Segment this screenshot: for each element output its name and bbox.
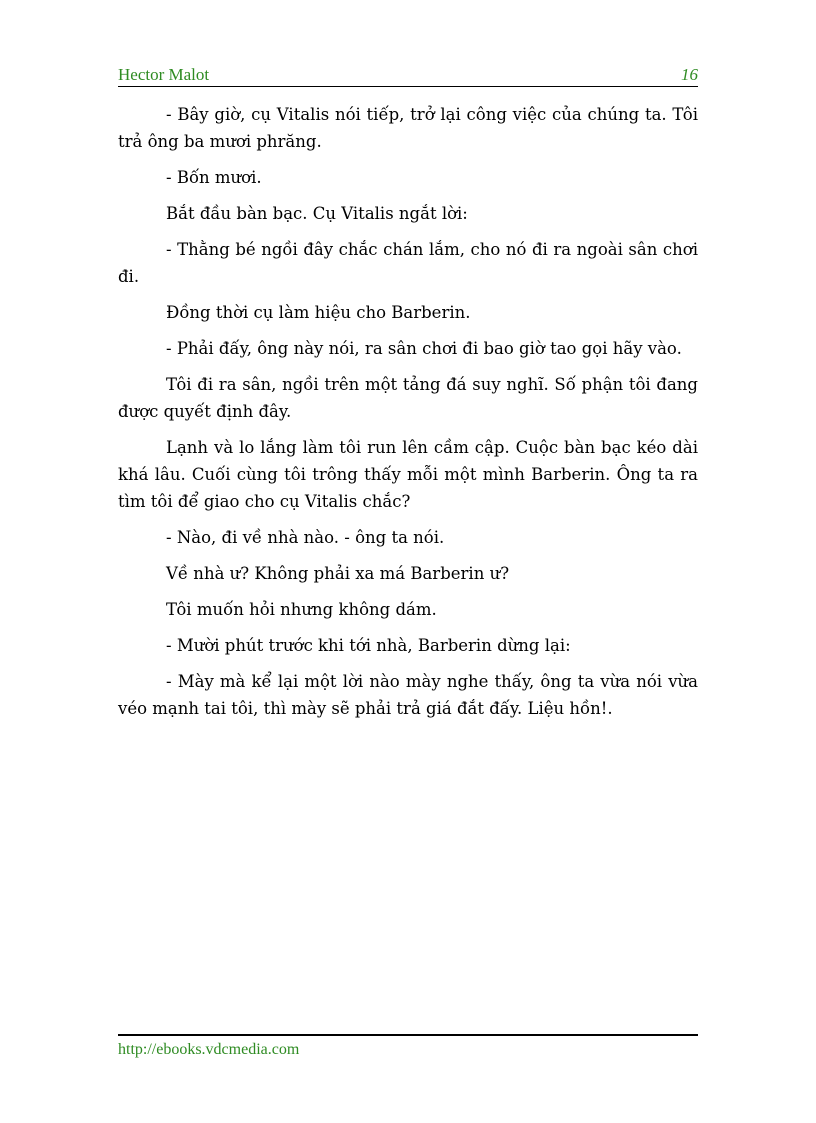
- footer-divider: [118, 1034, 698, 1036]
- paragraph: Về nhà ư? Không phải xa má Barberin ư?: [166, 564, 510, 583]
- book-author: Hector Malot: [118, 65, 210, 84]
- paragraph: - Thằng bé ngồi đây chắc chán lắm, cho nó đi ra ngoài sân chơi đi.: [118, 240, 698, 286]
- paragraph: Tôi đi ra sân, ngồi trên một tảng đá suy nghĩ. Số phận tôi đang được quyết định đây.: [118, 375, 698, 421]
- page-header: [118, 64, 698, 87]
- paragraph: - Bốn mươi.: [166, 168, 262, 187]
- paragraph: - Nào, đi về nhà nào. - ông ta nói.: [166, 528, 445, 547]
- paragraph: - Phải đấy, ông này nói, ra sân chơi đi bao giờ tao gọi hãy vào.: [166, 339, 682, 358]
- paragraph: - Mười phút trước khi tới nhà, Barberin dừng lại:: [166, 636, 571, 655]
- paragraph: Tôi muốn hỏi nhưng không dám.: [166, 600, 437, 619]
- page-body: [118, 101, 698, 731]
- paragraph: Đồng thời cụ làm hiệu cho Barberin.: [166, 303, 471, 322]
- paragraph: Bắt đầu bàn bạc. Cụ Vitalis ngắt lời:: [166, 204, 468, 223]
- paragraph: Lạnh và lo lắng làm tôi run lên cầm cập. Cuộc bàn bạc kéo dài khá lâu. Cuối cùng tôi trông thấy mỗi một mình Barberin. Ông ta ra tìm tôi để giao cho cụ Vitalis chắc?: [118, 438, 698, 511]
- paragraph: - Bây giờ, cụ Vitalis nói tiếp, trở lại công việc của chúng ta. Tôi trả ông ba mươi phrăng.: [118, 105, 698, 151]
- page-number: 16: [681, 65, 698, 84]
- footer-link[interactable]: http://ebooks.vdcmedia.com: [118, 1041, 300, 1058]
- paragraph: - Mày mà kể lại một lời nào mày nghe thấy, ông ta vừa nói vừa véo mạnh tai tôi, thì mày sẽ phải trả giá đắt đấy. Liệu hồn!.: [118, 672, 698, 718]
